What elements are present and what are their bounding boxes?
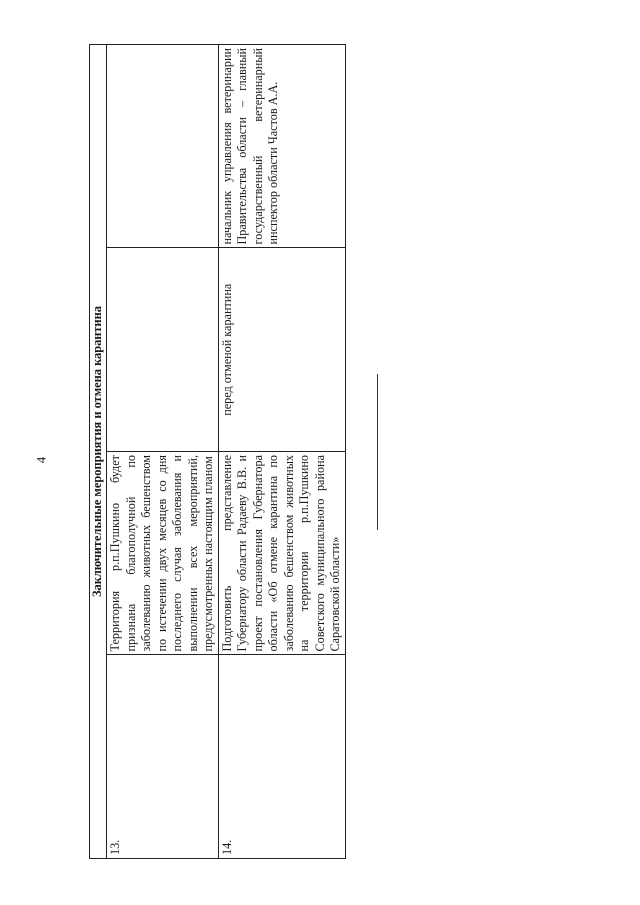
plan-table — [89, 44, 346, 859]
rotated-table-wrapper — [89, 44, 342, 859]
section-title-row — [90, 45, 107, 859]
measure-cell: Подготовить представление Губернатору области Радаеву В.В. и проект постановления Губернатора области «Об отмене карантина по заболеванию бешенством животных на территории р.п.Пушкино Советского муниципального района Саратовской области» — [218, 452, 345, 656]
table-row — [218, 45, 345, 859]
deadline-cell: перед отменой карантина — [218, 248, 345, 452]
responsible-cell — [107, 45, 219, 249]
separator-line — [377, 374, 378, 530]
section-title: Заключительные мероприятия и отмена карантина — [90, 45, 107, 859]
deadline-cell — [107, 248, 219, 452]
table-row — [107, 45, 219, 859]
row-number: 13. — [107, 655, 219, 859]
page-number: 4 — [33, 456, 49, 464]
responsible-cell: начальник управления ветеринарии Правительства области – главный государственный ветеринарный инспектор области Частов А.А. — [218, 45, 345, 249]
measure-cell: Территория р.п.Пушкино будет признана благополучной по заболеванию животных бешенством по истечении двух месяцев со дня последнего случая заболевания и выполнении всех мероприятий, предусмотренных настоящим планом — [107, 452, 219, 656]
row-number: 14. — [218, 655, 345, 859]
